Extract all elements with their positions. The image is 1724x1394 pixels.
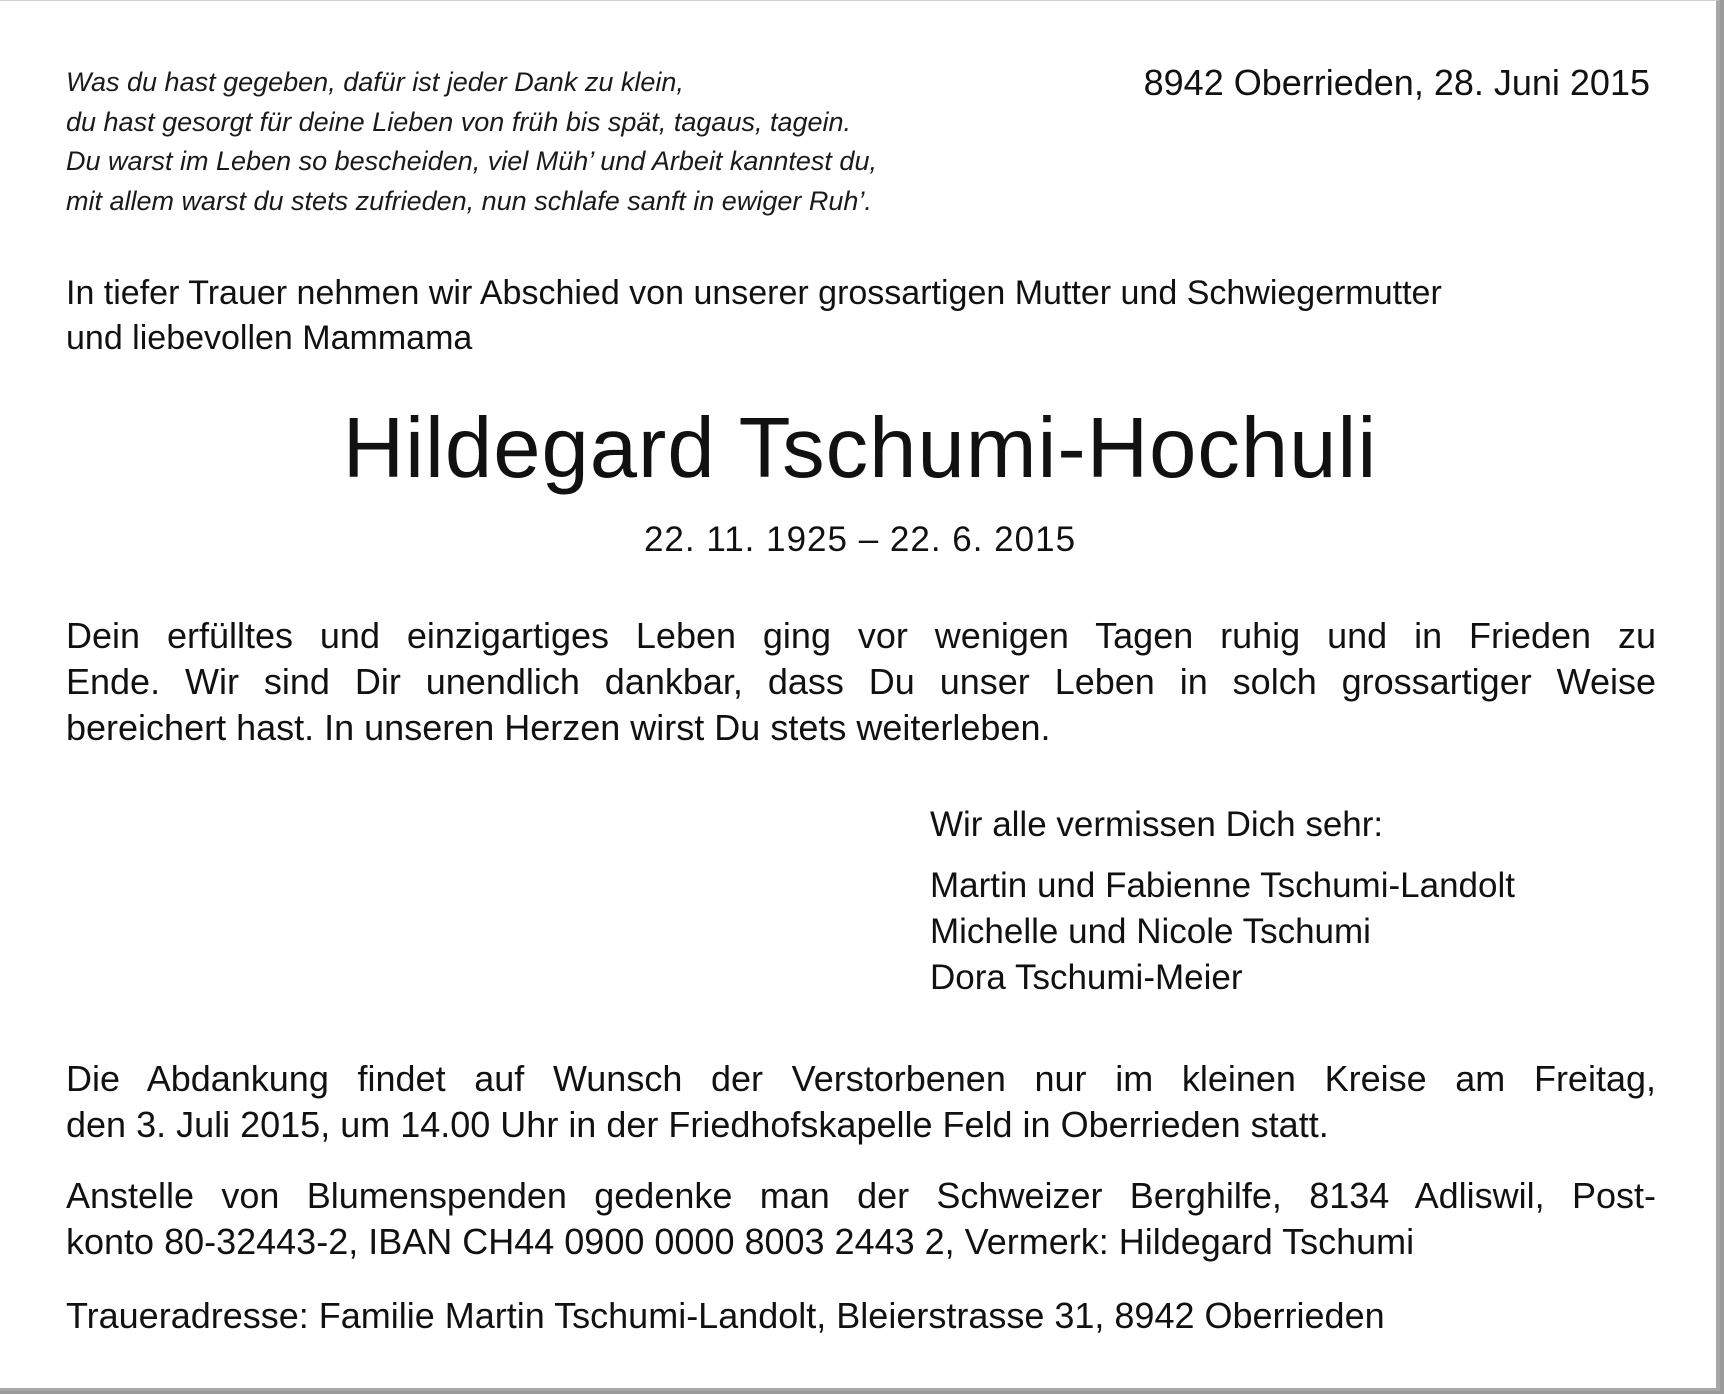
ceremony-paragraph xyxy=(66,1056,1656,1148)
intro-text xyxy=(66,271,1442,361)
life-dates: 22. 11. 1925 – 22. 6. 2015 xyxy=(643,520,1077,559)
ceremony-line: den 3. Juli 2015, um 14.00 Uhr in der Friedhofskapelle Feld in Oberrieden statt. xyxy=(66,1104,1329,1145)
poem-line: du hast gesorgt für deine Lieben von früh bis spät, tagaus, tagein. xyxy=(66,106,852,137)
deceased-name: Hildegard Tschumi-Hochuli xyxy=(342,401,1378,496)
mourners-heading: Wir alle vermissen Dich sehr: xyxy=(930,805,1384,844)
poem-verse xyxy=(66,63,877,221)
mourners-list xyxy=(930,863,1515,1001)
donation-line: Anstelle von Blumenspenden gedenke man der Schweizer Berghilfe, 8134 Adliswil, Post- xyxy=(66,1175,1656,1216)
tribute-line: Ende. Wir sind Dir unendlich dankbar, dass Du unser Leben in solch grossartiger Weise xyxy=(66,661,1656,702)
mourner-name: Dora Tschumi-Meier xyxy=(930,958,1243,997)
ceremony-line: Die Abdankung findet auf Wunsch der Verstorbenen nur im kleinen Kreise am Freitag, xyxy=(66,1058,1656,1099)
mourner-name: Michelle und Nicole Tschumi xyxy=(930,912,1371,951)
place-and-date: 8942 Oberrieden, 28. Juni 2015 xyxy=(1143,62,1650,103)
tribute-line: Dein erfülltes und einzigartiges Leben ging vor wenigen Tagen ruhig und in Frieden zu xyxy=(66,615,1656,656)
donation-line: konto 80-32443-2, IBAN CH44 0900 0000 8003 2443 2, Vermerk: Hildegard Tschumi xyxy=(66,1221,1415,1262)
mourning-address: Traueradresse: Familie Martin Tschumi-Landolt, Bleierstrasse 31, 8942 Oberrieden xyxy=(66,1295,1385,1336)
tribute-line: bereichert hast. In unseren Herzen wirst Du stets weiterleben. xyxy=(66,707,1051,748)
tribute-paragraph xyxy=(66,613,1656,751)
intro-line: und liebevollen Mammama xyxy=(66,319,473,357)
poem-line: Du warst im Leben so bescheiden, viel Müh’ und Arbeit kanntest du, xyxy=(66,146,877,176)
donation-paragraph xyxy=(66,1173,1656,1265)
mourner-name: Martin und Fabienne Tschumi-Landolt xyxy=(930,866,1515,905)
poem-line: Was du hast gegeben, dafür ist jeder Dank zu klein, xyxy=(66,67,684,97)
intro-line: In tiefer Trauer nehmen wir Abschied von unserer grossartigen Mutter und Schwiegermutter xyxy=(66,274,1442,312)
poem-line: mit allem warst du stets zufrieden, nun schlafe sanft in ewiger Ruh’. xyxy=(66,185,872,216)
